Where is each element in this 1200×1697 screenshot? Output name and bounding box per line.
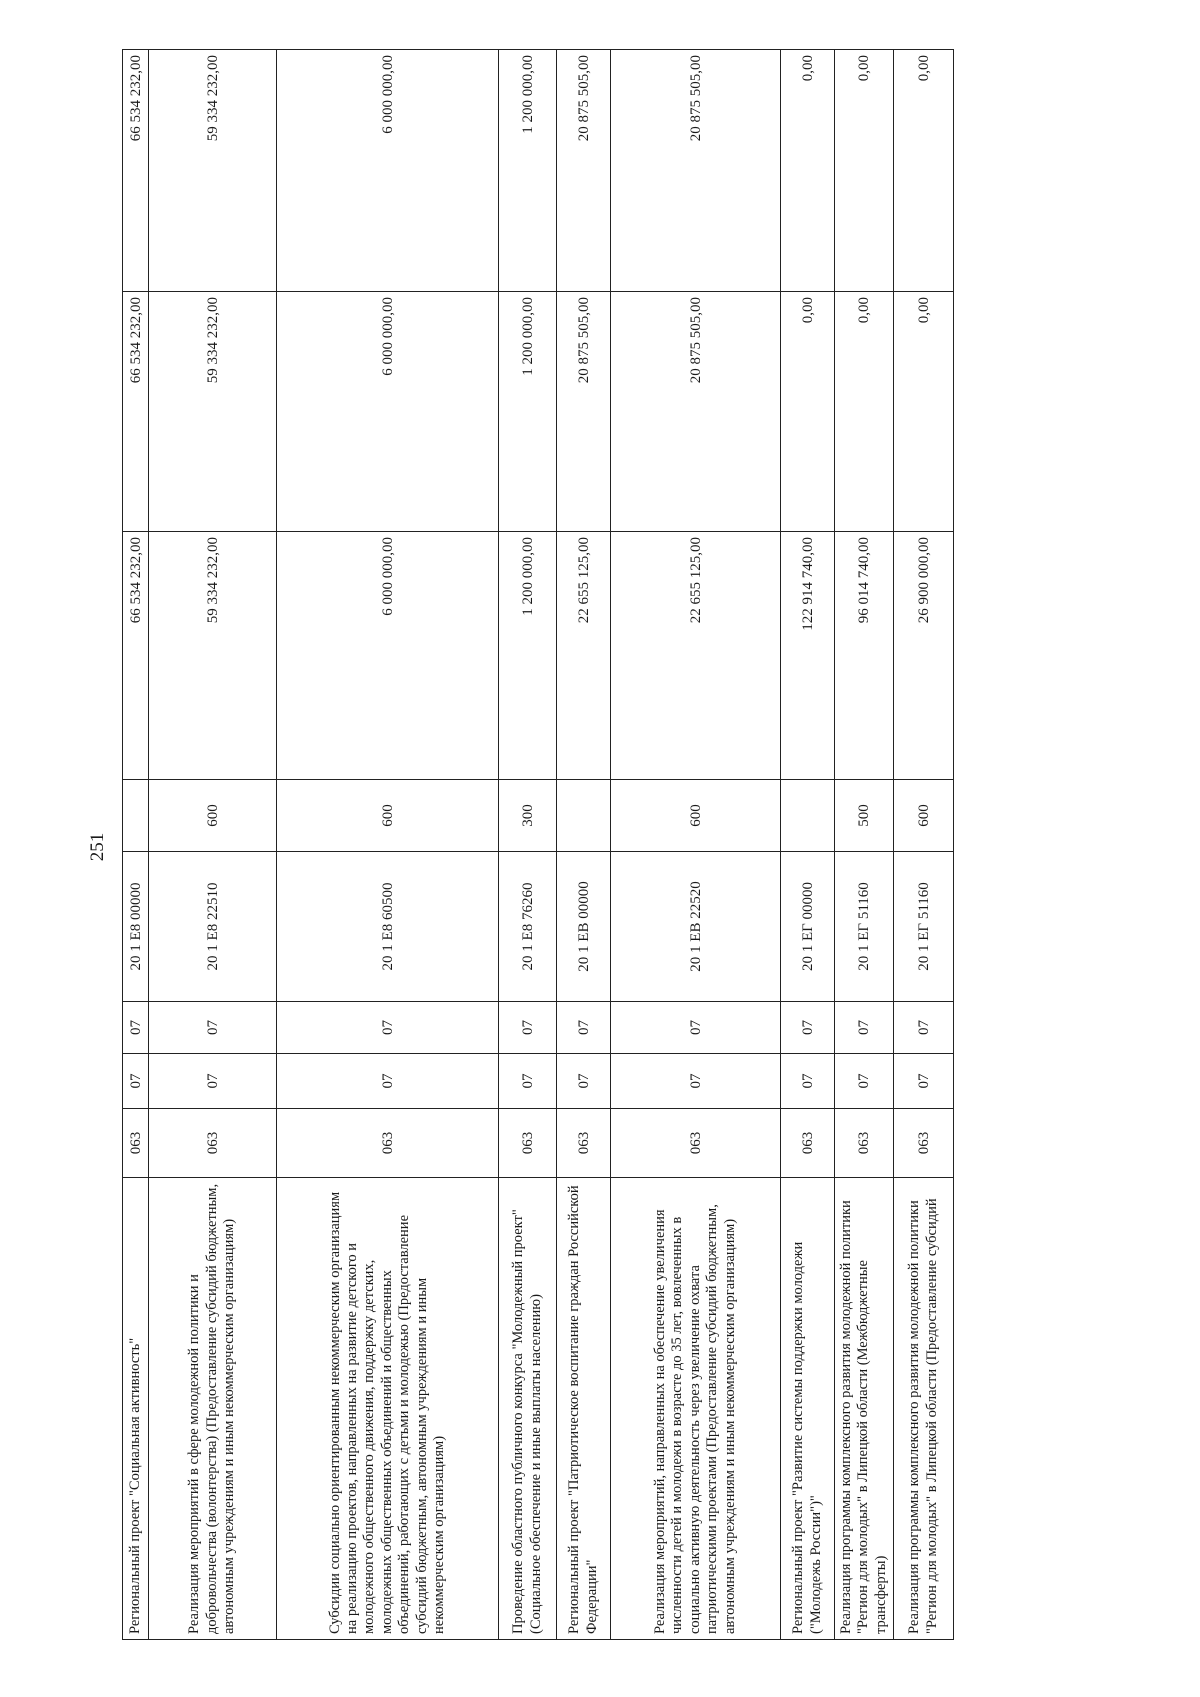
table-row (557, 50, 611, 1640)
subsection-code-cell: 07 (277, 1002, 499, 1054)
row-name-cell: Субсидии социально ориентированным некоммерческим организациям на реализацию проектов, направленных на развитие детского и молодежного общественного движения, поддержку детских, молодежных общественных объединений и общественных объединений, работающих с детьми и молодежью (Предоставление субсидий бюджетным, автономным учреждениям и иным некоммерческим организациям) (277, 1178, 499, 1640)
table-row (894, 50, 954, 1640)
row-name-cell: Региональный проект "Патриотическое воспитание граждан Российской Федерации" (557, 1178, 611, 1640)
table-row (123, 50, 149, 1640)
amount-year-1-cell: 66 534 232,00 (123, 532, 149, 780)
row-name-cell: Реализация мероприятий, направленных на обеспечение увеличения численности детей и молодежи в возрасте до 35 лет, вовлеченных в социально активную деятельность через увеличение охвата патриотическими проектами (Предоставление субсидий бюджетным, автономным учреждениям и иным некоммерческим организациям) (611, 1178, 781, 1640)
subsection-code-cell: 07 (894, 1002, 954, 1054)
ministry-code-cell: 063 (123, 1109, 149, 1178)
subsection-code-cell: 07 (835, 1002, 894, 1054)
amount-year-3-cell: 6 000 000,00 (277, 50, 499, 292)
amount-year-2-cell: 0,00 (781, 292, 835, 532)
budget-table (122, 49, 954, 1640)
expense-type-cell: 600 (277, 780, 499, 852)
ministry-code-cell: 063 (557, 1109, 611, 1178)
expense-type-cell (781, 780, 835, 852)
subsection-code-cell: 07 (149, 1002, 277, 1054)
target-article-cell: 20 1 EГ 00000 (781, 852, 835, 1002)
amount-year-3-cell: 20 875 505,00 (557, 50, 611, 292)
row-name-cell: Реализация мероприятий в сфере молодежной политики и добровольчества (волонтерства) (Предоставление субсидий бюджетным, автономным учреждениям и иным некоммерческим организациям) (149, 1178, 277, 1640)
section-code-cell: 07 (835, 1054, 894, 1109)
table-body (123, 50, 954, 1640)
ministry-code-cell: 063 (894, 1109, 954, 1178)
ministry-code-cell: 063 (835, 1109, 894, 1178)
section-code-cell: 07 (557, 1054, 611, 1109)
section-code-cell: 07 (149, 1054, 277, 1109)
amount-year-2-cell: 66 534 232,00 (123, 292, 149, 532)
amount-year-2-cell: 59 334 232,00 (149, 292, 277, 532)
subsection-code-cell: 07 (611, 1002, 781, 1054)
expense-type-cell: 600 (611, 780, 781, 852)
amount-year-3-cell: 20 875 505,00 (611, 50, 781, 292)
amount-year-2-cell: 20 875 505,00 (557, 292, 611, 532)
row-name-cell: Региональный проект "Социальная активность" (123, 1178, 149, 1640)
amount-year-1-cell: 22 655 125,00 (611, 532, 781, 780)
ministry-code-cell: 063 (611, 1109, 781, 1178)
subsection-code-cell: 07 (499, 1002, 557, 1054)
expense-type-cell: 600 (894, 780, 954, 852)
target-article-cell: 20 1 E8 76260 (499, 852, 557, 1002)
amount-year-3-cell: 0,00 (835, 50, 894, 292)
amount-year-2-cell: 0,00 (835, 292, 894, 532)
amount-year-1-cell: 96 014 740,00 (835, 532, 894, 780)
amount-year-2-cell: 0,00 (894, 292, 954, 532)
amount-year-1-cell: 26 900 000,00 (894, 532, 954, 780)
amount-year-2-cell: 20 875 505,00 (611, 292, 781, 532)
target-article-cell: 20 1 EГ 51160 (894, 852, 954, 1002)
table-row (277, 50, 499, 1640)
section-code-cell: 07 (277, 1054, 499, 1109)
ministry-code-cell: 063 (277, 1109, 499, 1178)
subsection-code-cell: 07 (781, 1002, 835, 1054)
expense-type-cell: 500 (835, 780, 894, 852)
row-name-cell: Реализация программы комплексного развития молодежной политики "Регион для молодых" в Липецкой области (Предоставление субсидий (894, 1178, 954, 1640)
section-code-cell: 07 (781, 1054, 835, 1109)
table-row (149, 50, 277, 1640)
table-row (781, 50, 835, 1640)
amount-year-1-cell: 59 334 232,00 (149, 532, 277, 780)
expense-type-cell: 300 (499, 780, 557, 852)
amount-year-1-cell: 122 914 740,00 (781, 532, 835, 780)
row-name-cell: Реализация программы комплексного развития молодежной политики "Регион для молодых" в Липецкой области (Межбюджетные трансферты) (835, 1178, 894, 1640)
amount-year-1-cell: 1 200 000,00 (499, 532, 557, 780)
target-article-cell: 20 1 E8 22510 (149, 852, 277, 1002)
subsection-code-cell: 07 (123, 1002, 149, 1054)
section-code-cell: 07 (894, 1054, 954, 1109)
ministry-code-cell: 063 (149, 1109, 277, 1178)
row-name-cell: Проведение областного публичного конкурса "Молодежный проект" (Социальное обеспечение и иные выплаты населению) (499, 1178, 557, 1640)
amount-year-3-cell: 66 534 232,00 (123, 50, 149, 292)
section-code-cell: 07 (123, 1054, 149, 1109)
target-article-cell: 20 1 EB 00000 (557, 852, 611, 1002)
page-number: 251 (87, 832, 108, 862)
expense-type-cell: 600 (149, 780, 277, 852)
ministry-code-cell: 063 (781, 1109, 835, 1178)
amount-year-1-cell: 22 655 125,00 (557, 532, 611, 780)
amount-year-2-cell: 1 200 000,00 (499, 292, 557, 532)
target-article-cell: 20 1 E8 00000 (123, 852, 149, 1002)
table-row (835, 50, 894, 1640)
target-article-cell: 20 1 E8 60500 (277, 852, 499, 1002)
amount-year-3-cell: 0,00 (781, 50, 835, 292)
target-article-cell: 20 1 EB 22520 (611, 852, 781, 1002)
target-article-cell: 20 1 EГ 51160 (835, 852, 894, 1002)
row-name-cell: Региональный проект "Развитие системы поддержки молодежи ("Молодежь России")" (781, 1178, 835, 1640)
table-row (499, 50, 557, 1640)
table-row (611, 50, 781, 1640)
amount-year-2-cell: 6 000 000,00 (277, 292, 499, 532)
budget-document (122, 50, 1017, 1640)
amount-year-1-cell: 6 000 000,00 (277, 532, 499, 780)
section-code-cell: 07 (499, 1054, 557, 1109)
expense-type-cell (123, 780, 149, 852)
amount-year-3-cell: 0,00 (894, 50, 954, 292)
ministry-code-cell: 063 (499, 1109, 557, 1178)
expense-type-cell (557, 780, 611, 852)
amount-year-3-cell: 59 334 232,00 (149, 50, 277, 292)
section-code-cell: 07 (611, 1054, 781, 1109)
subsection-code-cell: 07 (557, 1002, 611, 1054)
amount-year-3-cell: 1 200 000,00 (499, 50, 557, 292)
